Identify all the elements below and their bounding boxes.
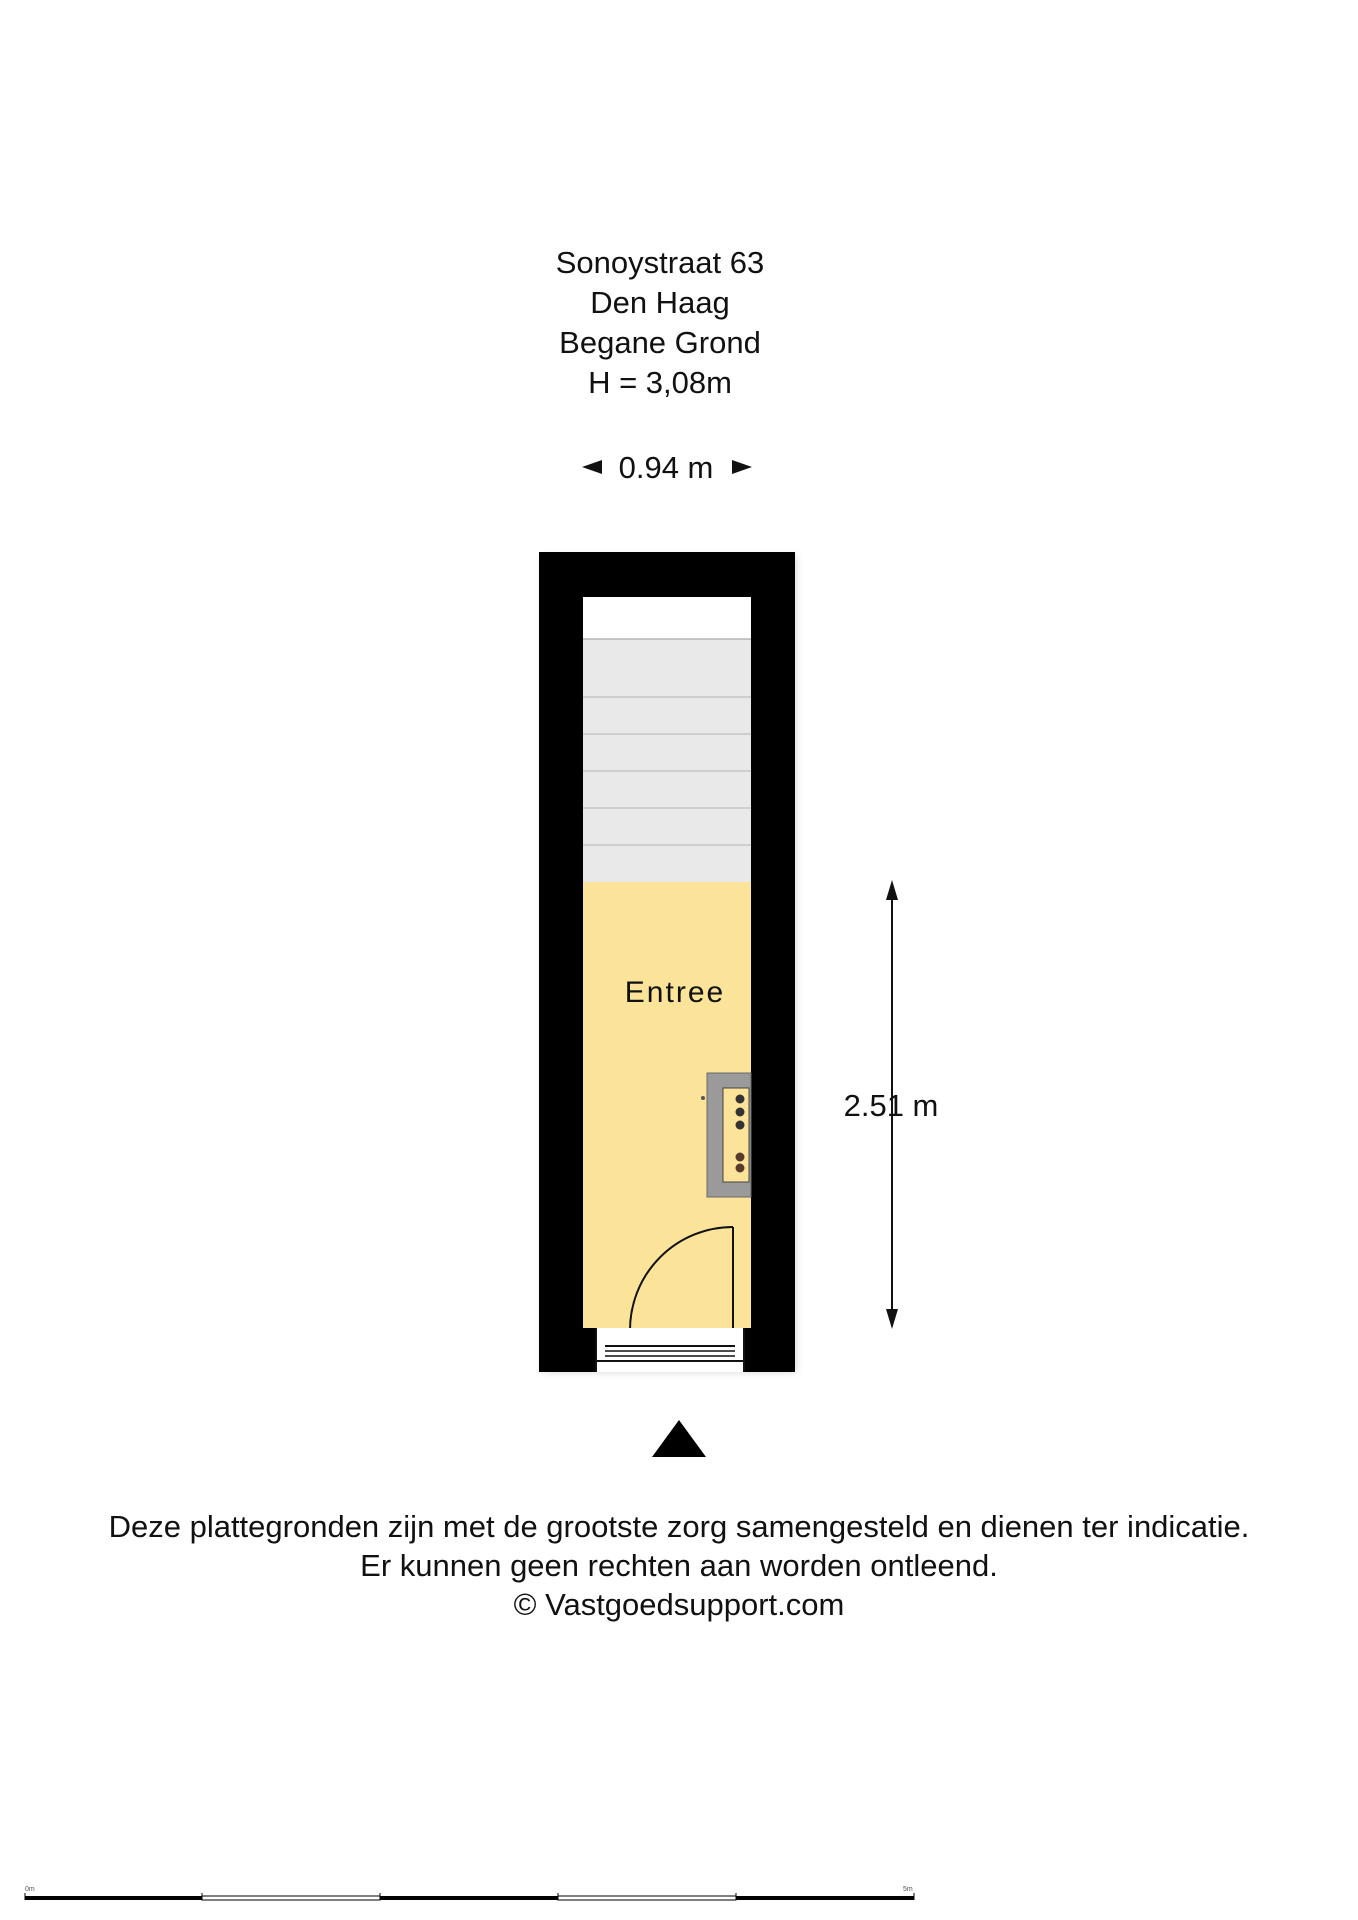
copyright-line: © Vastgoedsupport.com	[513, 1587, 845, 1622]
width-arrow-right-icon	[732, 460, 752, 474]
meter-cupboard-icon	[701, 1073, 751, 1197]
disclaimer	[0, 1507, 1358, 1624]
height-line: H = 3,08m	[588, 365, 732, 400]
length-arrow-top-icon	[886, 880, 898, 900]
scale-bar	[25, 1886, 914, 1900]
width-arrow-left-icon	[582, 460, 602, 474]
length-dimension	[844, 880, 939, 1329]
front-door-threshold	[596, 1328, 744, 1372]
floor-line: Begane Grond	[559, 325, 761, 360]
scale-end-label: 5m	[903, 1886, 913, 1893]
staircase-icon	[583, 597, 751, 882]
width-dimension-label: 0.94 m	[618, 450, 714, 485]
entrance-arrow-icon	[652, 1420, 706, 1457]
length-arrow-bottom-icon	[886, 1309, 898, 1329]
disclaimer-line-2: Er kunnen geen rechten aan worden ontleend.	[360, 1548, 998, 1583]
length-dimension-label: 2.51 m	[843, 1088, 939, 1123]
room-label-entree: Entree	[624, 976, 726, 1009]
scale-start-label: 0m	[25, 1886, 35, 1893]
disclaimer-line-1: Deze plattegronden zijn met de grootste zorg samengesteld en dienen ter indicatie.	[108, 1509, 1250, 1544]
width-dimension	[582, 450, 752, 485]
city-line: Den Haag	[590, 285, 730, 320]
address-line: Sonoystraat 63	[555, 245, 765, 280]
